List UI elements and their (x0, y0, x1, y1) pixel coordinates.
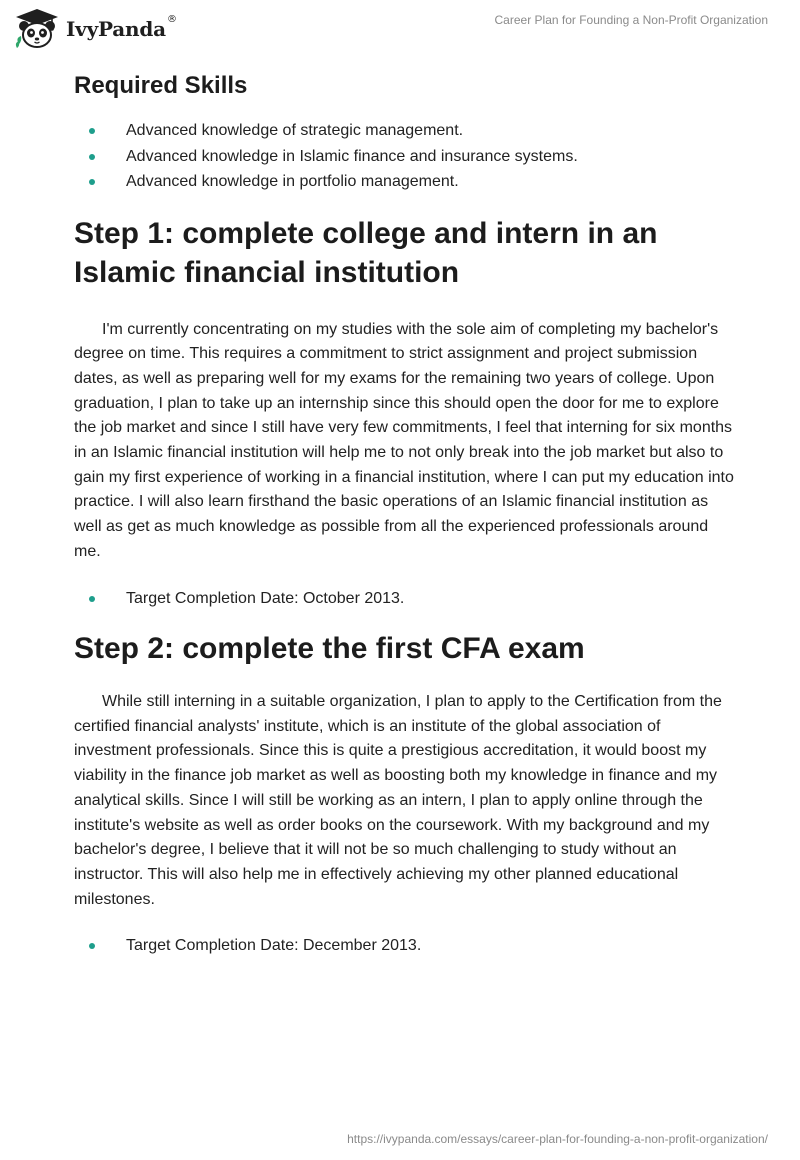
bullet-icon (89, 128, 95, 134)
source-url-link[interactable]: https://ivypanda.com/essays/career-plan-for-founding-a-non-profit-organization/ (347, 1132, 768, 1146)
skills-list (74, 118, 734, 195)
step-1-heading: Step 1: complete college and intern in an Islamic financial institution (74, 216, 658, 289)
list-item-text: Advanced knowledge in Islamic finance and insurance systems. (126, 147, 578, 165)
list-item (74, 586, 734, 612)
ivypanda-logo[interactable] (14, 8, 177, 50)
document-title: Career Plan for Founding a Non-Profit Organization (494, 13, 768, 27)
list-item (74, 933, 734, 959)
list-item (74, 144, 734, 170)
list-item-text: Advanced knowledge in portfolio management. (126, 173, 459, 190)
step-1-target-list (74, 586, 734, 612)
step-2-heading: Step 2: complete the first CFA exam (74, 632, 585, 666)
bullet-icon (89, 596, 95, 602)
required-skills-heading: Required Skills (74, 72, 248, 99)
step-2-target-list (74, 933, 734, 959)
brand-name-text: IvyPanda (66, 17, 166, 41)
list-item (74, 118, 734, 144)
step-2-target-date: Target Completion Date: December 2013. (126, 937, 422, 955)
bullet-icon (89, 179, 95, 185)
list-item-text: Advanced knowledge of strategic management. (126, 122, 464, 139)
panda-graduate-icon (14, 8, 60, 50)
list-item (74, 169, 734, 195)
brand-name (66, 14, 177, 41)
article-content (74, 72, 734, 959)
registered-mark: ® (166, 14, 177, 25)
step-1-paragraph: I'm currently concentrating on my studies with the sole aim of completing my bachelor's degree on time. This requires a commitment to strict assignment and project submission dates, as well as preparing well for my exams for the remaining two years of college. Upon graduation, I plan to take up an internship since this should open the door for me to explore the job market and since I still have very few commitments, I feel that interning for six months in an Islamic financial institution will help me to not only break into the job market but also to gain my first experience of working in a financial institution, where I can put my education into practice. I will also learn firsthand the basic operations of an Islamic financial institution as well as get as much knowledge as possible from all the experienced professionals around me. (74, 320, 734, 560)
page-header (0, 0, 800, 60)
step-2-paragraph: While still interning in a suitable organization, I plan to apply to the Certification from the certified financial analysts' institute, which is an institute of the global association of investment professionals. Since this is quite a prestigious accreditation, it would boost my viability in the finance job market as well as boosting both my knowledge in finance and my analytical skills. Since I will still be working as an intern, I plan to apply online through the institute's website as well as order books on the coursework. With my background and my bachelor's degree, I believe that it will not be so much challenging to study without an instructor. This will also help me in effectively achieving my other planned educational milestones. (74, 693, 722, 908)
step-1-target-date: Target Completion Date: October 2013. (126, 589, 405, 607)
bullet-icon (89, 154, 95, 160)
bullet-icon (89, 943, 95, 949)
